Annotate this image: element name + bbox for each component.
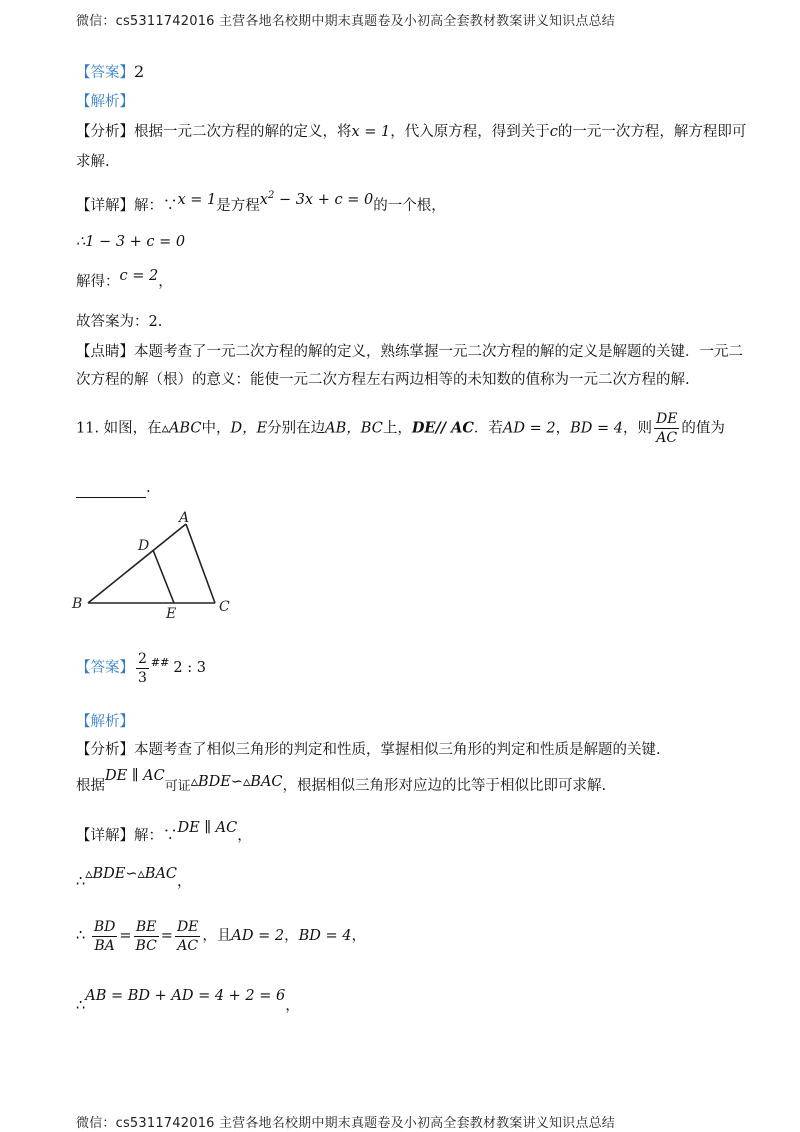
fenxi-text: 本题考查了相似三角形的判定和性质，掌握相似三角形的判定和性质是解题的关键. — [134, 742, 661, 758]
math-equation — [260, 192, 373, 208]
math-x-eq-1: x = 1 — [351, 124, 391, 140]
q11-fenxi-line — [76, 740, 661, 760]
fraction-numerator: BE — [134, 918, 159, 937]
side-ac — [186, 524, 215, 603]
math-exponent: 2 — [267, 190, 275, 201]
fraction-denominator: AC — [177, 937, 199, 954]
math-bd-eq-4: BD = 4 — [570, 420, 623, 437]
math-ad-eq-2: AD = 2 — [231, 928, 285, 944]
math-similar: ▵BDE∽▵BAC — [190, 774, 283, 790]
fraction-de-ac — [654, 410, 679, 447]
math-ad-eq-2: AD = 2 — [502, 420, 556, 437]
answer-blank-line — [76, 478, 151, 498]
q11-similar-line — [76, 866, 192, 892]
detail-text: 的一个根， — [373, 197, 446, 214]
side-ba — [88, 524, 186, 603]
label-e: E — [166, 606, 177, 622]
q11-detail-line — [76, 820, 252, 846]
stem-text: ．若 — [473, 420, 503, 437]
label-a: A — [179, 510, 190, 526]
final-value: 2 — [148, 314, 158, 330]
gen-text: 根据 — [76, 778, 105, 794]
math-de-parallel-ac: DE ∥ AC — [105, 768, 165, 784]
q11-stem — [76, 410, 725, 447]
stem-text: 的值为 — [681, 420, 725, 437]
equals-sign: = — [119, 928, 132, 944]
answer-tag: 【答案】 — [76, 660, 134, 676]
stem-text: 分别在边 — [267, 420, 326, 437]
q10-step1: ∴1 − 3 + c = 0 — [76, 234, 186, 250]
page-header: 微信：cs5311742016 主营各地名校期中期末真题卷及小初高全套教材教案讲义知识点总结 — [76, 14, 615, 29]
math-x-eq-1: x = 1 — [177, 191, 217, 208]
separator: ， — [284, 928, 299, 944]
q10-fenxi-line1 — [76, 122, 746, 142]
label-d: D — [138, 538, 150, 554]
gen-text: 可证 — [164, 779, 191, 794]
therefore-symbol: ∴ — [76, 874, 86, 890]
step-end: ， — [158, 274, 173, 290]
math-bd-eq-4: BD = 4 — [298, 928, 352, 944]
answer-blank — [76, 483, 146, 498]
segment-de — [153, 550, 174, 603]
triangle-figure — [68, 508, 248, 623]
detail-tag: 【详解】 — [76, 828, 134, 844]
fraction-be-bc — [134, 918, 159, 955]
line-end: ， — [351, 928, 366, 944]
fraction-numerator: 2 — [138, 650, 147, 667]
answer-separator: ## — [150, 656, 170, 669]
q11-ab-line — [76, 988, 300, 1016]
math-de-parallel-ac: DE// AC — [411, 419, 474, 437]
q11-analysis-tag: 【解析】 — [76, 714, 134, 730]
label-c: C — [219, 599, 230, 615]
q10-final — [76, 312, 162, 332]
stem-text: 中， — [201, 420, 231, 437]
detail-end: ， — [237, 828, 252, 844]
math-ab-sum: AB = BD + AD = 4 + 2 = 6 — [85, 988, 286, 1004]
step-label: 解得： — [76, 274, 120, 290]
stem-text: ， — [555, 420, 571, 437]
q10-step2 — [76, 268, 173, 292]
fraction-answer — [136, 650, 149, 687]
fraction-numerator: DE — [655, 411, 678, 427]
math-de: D，E — [230, 420, 268, 437]
detail-text: 解：∵ — [134, 197, 178, 214]
detail-tag: 【详解】 — [76, 197, 134, 214]
fenxi-tag: 【分析】 — [76, 742, 134, 758]
math-triangle-abc: ▵ABC — [161, 420, 202, 437]
q10-fenxi-line2: 求解. — [76, 154, 110, 170]
stem-text: 上， — [382, 420, 412, 437]
math-x: x — [259, 191, 268, 208]
stem-text: ，则 — [622, 420, 652, 437]
answer-tag: 【答案】 — [76, 65, 134, 81]
fraction-numerator: DE — [176, 918, 199, 935]
math-de-parallel-ac: DE ∥ AC — [177, 820, 238, 836]
fraction-denominator: BC — [135, 937, 157, 954]
q10-detail-line — [76, 192, 446, 216]
label-b: B — [72, 596, 83, 612]
math-similar: ▵BDE∽▵BAC — [85, 866, 178, 882]
ratio-text: ，且 — [202, 928, 232, 944]
dianjing-tag: 【点睛】 — [76, 344, 134, 360]
line-end: ， — [285, 998, 300, 1014]
page-footer: 微信：cs5311742016 主营各地名校期中期末真题卷及小初高全套教材教案讲义知识点总结 — [76, 1116, 615, 1131]
fraction-de-ac — [175, 918, 200, 955]
final-end: . — [157, 314, 163, 330]
math-ab-bc: AB，BC — [325, 420, 383, 437]
q10-dianjing-line2: 次方程的解（根）的意义：能使一元二次方程左右两边相等的未知数的值称为一元二次方程的解. — [76, 372, 690, 388]
fraction-bd-ba — [92, 918, 118, 955]
q10-analysis-tag: 【解析】 — [76, 94, 134, 110]
fenxi-text: ，代入原方程，得到关于 — [390, 124, 550, 140]
line-end: ， — [177, 874, 192, 890]
q10-answer-line — [76, 62, 144, 83]
stem-text: 11. 如图，在 — [76, 420, 162, 437]
detail-text: 是方程 — [216, 197, 260, 214]
math-rest: − 3x + c = 0 — [274, 191, 374, 208]
q11-ratio-line — [76, 916, 366, 956]
math-c-eq-2: c = 2 — [119, 268, 159, 284]
fenxi-tag: 【分析】 — [76, 124, 134, 140]
answer-value: 2 — [134, 62, 145, 81]
therefore-symbol: ∴ — [76, 928, 86, 944]
gen-text: ，根据相似三角形对应边的比等于相似比即可求解. — [282, 778, 607, 794]
fenxi-text: 根据一元二次方程的解的定义，将 — [134, 124, 352, 140]
q11-answer-line — [76, 648, 206, 689]
q10-dianjing-line1 — [76, 342, 743, 362]
fraction-denominator: BA — [94, 937, 115, 954]
math-c: c — [549, 124, 558, 140]
q11-gen-line — [76, 768, 607, 797]
fenxi-text: 的一元一次方程，解方程即可 — [557, 124, 747, 140]
therefore-symbol: ∴ — [76, 998, 86, 1014]
final-text: 故答案为： — [76, 314, 149, 330]
fraction-denominator: 3 — [138, 669, 147, 686]
fraction-denominator: AC — [656, 430, 678, 446]
blank-end: . — [146, 480, 151, 496]
dianjing-text: 本题考查了一元二次方程的解的定义，熟练掌握一元二次方程的解的定义是解题的关键．一元二 — [134, 344, 743, 360]
answer-ratio: 2 : 3 — [173, 660, 206, 676]
detail-text: 解：∵ — [134, 828, 178, 844]
equals-sign: = — [160, 928, 173, 944]
fraction-numerator: BD — [93, 918, 116, 935]
